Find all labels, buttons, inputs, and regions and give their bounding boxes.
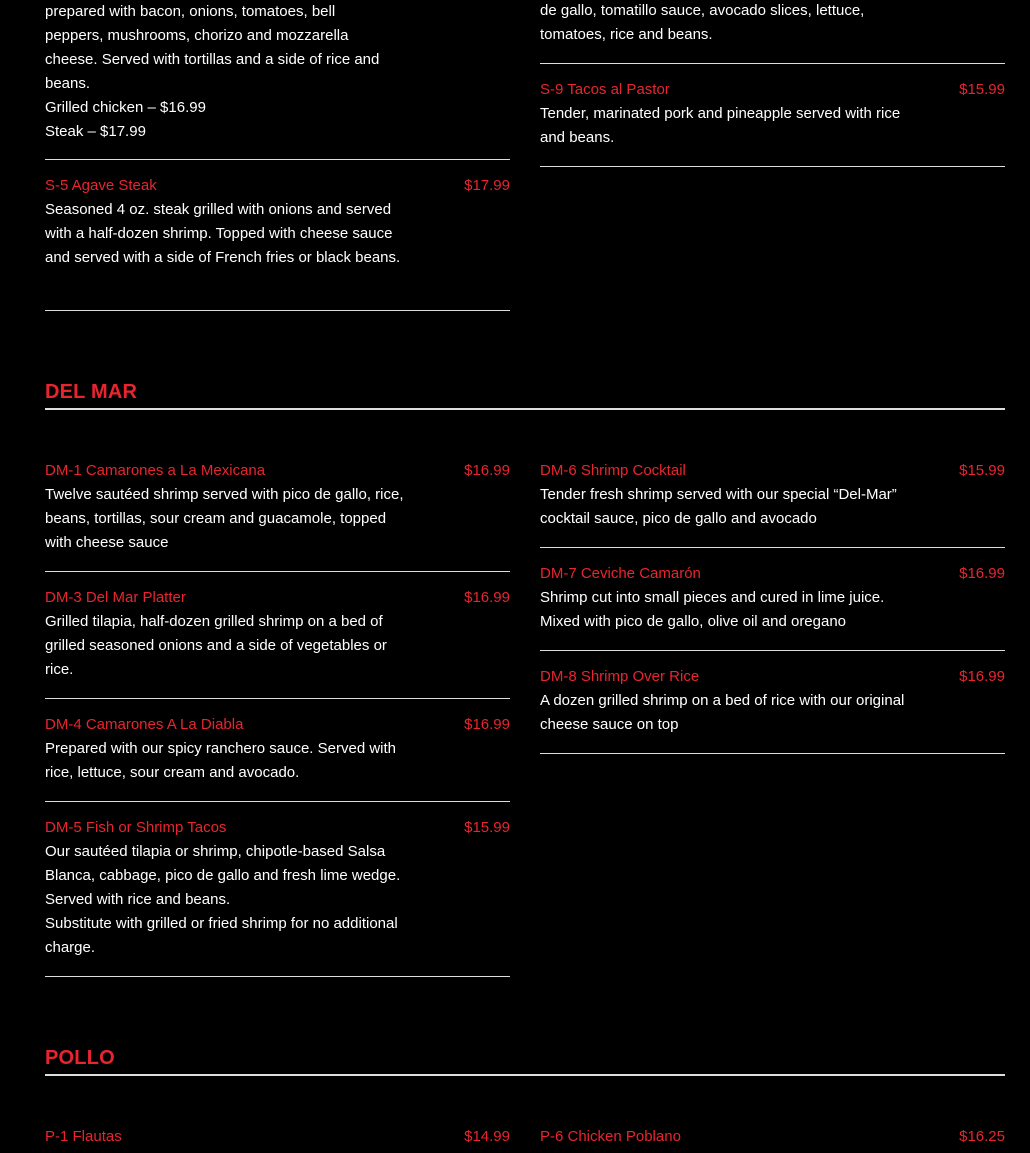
item-price: $16.99 <box>464 589 510 606</box>
menu-item <box>540 562 1005 651</box>
item-price: $16.25 <box>959 1128 1005 1145</box>
item-title: DM-4 Camarones A La Diabla <box>45 716 244 733</box>
item-title: DM-8 Shrimp Over Rice <box>540 668 700 685</box>
item-title: DM-6 Shrimp Cocktail <box>540 462 686 479</box>
item-price: $15.99 <box>959 81 1005 98</box>
item-description: Grilled tilapia, half-dozen grilled shrimp on a bed of grilled seasoned onions and a side of vegetables or rice. <box>45 613 387 678</box>
menu-item <box>45 816 510 977</box>
menu-item <box>540 459 1005 548</box>
menu-item <box>540 1125 1005 1153</box>
menu-item <box>45 174 510 311</box>
item-description: Our sautéed tilapia or shrimp, chipotle-based Salsa Blanca, cabbage, pico de gallo and fresh lime wedge. Served with rice and beans. <box>45 843 401 908</box>
menu-item <box>540 78 1005 167</box>
item-title: P-1 Flautas <box>45 1128 122 1145</box>
item-price: $15.99 <box>959 462 1005 479</box>
item-title: S-9 Tacos al Pastor <box>540 81 670 98</box>
item-price: $16.99 <box>959 668 1005 685</box>
item-description: Twelve sautéed shrimp served with pico de gallo, rice, beans, tortillas, sour cream and guacamole, topped with cheese sauce <box>45 486 404 551</box>
item-description: de gallo, tomatillo sauce, avocado slices, lettuce, tomatoes, rice and beans. <box>540 2 865 43</box>
item-price: $16.99 <box>464 716 510 733</box>
item-price: $17.99 <box>464 177 510 194</box>
item-description: A dozen grilled shrimp on a bed of rice with our original cheese sauce on top <box>540 692 905 733</box>
section-heading-del-mar: DEL MAR <box>45 381 1005 410</box>
item-title: DM-3 Del Mar Platter <box>45 589 186 606</box>
item-title: DM-1 Camarones a La Mexicana <box>45 462 266 479</box>
item-title: DM-5 Fish or Shrimp Tacos <box>45 819 227 836</box>
item-title: DM-7 Ceviche Camarón <box>540 565 701 582</box>
item-description: Tender, marinated pork and pineapple served with rice and beans. <box>540 105 901 146</box>
item-description: Shrimp cut into small pieces and cured in lime juice. Mixed with pico de gallo, olive oil and oregano <box>540 589 885 630</box>
desc-line: prepared with bacon, onions, tomatoes, bell <box>45 3 336 20</box>
item-option-chicken: Grilled chicken – $16.99 <box>45 99 206 116</box>
item-price: $16.99 <box>464 462 510 479</box>
menu-item <box>45 459 510 572</box>
menu-item-partial <box>540 0 1005 64</box>
section-heading-pollo: POLLO <box>45 1047 1005 1076</box>
item-price: $14.99 <box>464 1128 510 1145</box>
desc-line: beans. <box>45 75 91 92</box>
item-price: $15.99 <box>464 819 510 836</box>
item-option-steak: Steak – $17.99 <box>45 123 146 140</box>
item-title: P-6 Chicken Poblano <box>540 1128 681 1145</box>
item-description: Tender fresh shrimp served with our special “Del-Mar” cocktail sauce, pico de gallo and avocado <box>540 486 897 527</box>
desc-line: cheese. Served with tortillas and a side of rice and <box>45 51 380 68</box>
menu-item <box>45 713 510 802</box>
menu-item <box>45 586 510 699</box>
item-description: Prepared with our spicy ranchero sauce. Served with rice, lettuce, sour cream and avocado. <box>45 740 397 781</box>
item-description: Seasoned 4 oz. steak grilled with onions and served with a half-dozen shrimp. Topped with cheese sauce and served with a side of French fries or black beans. <box>45 201 401 266</box>
item-title: S-5 Agave Steak <box>45 177 157 194</box>
menu-item <box>45 1125 510 1153</box>
item-price: $16.99 <box>959 565 1005 582</box>
menu-item-partial <box>45 0 510 160</box>
item-description <box>45 0 415 96</box>
menu-item <box>540 665 1005 754</box>
item-note: Substitute with grilled or fried shrimp for no additional charge. <box>45 915 398 956</box>
desc-line: peppers, mushrooms, chorizo and mozzarella <box>45 27 349 44</box>
